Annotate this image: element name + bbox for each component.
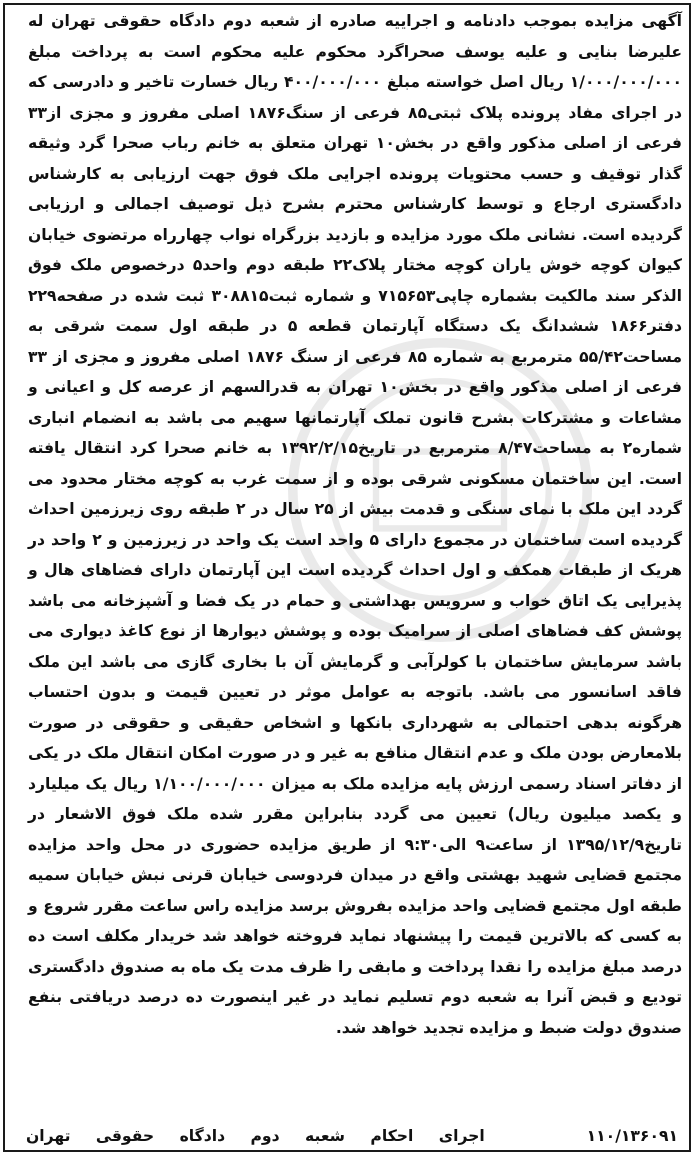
notice-footer (26, 1122, 678, 1150)
notice-body-text: آگهی مزایده بموجب دادنامه و اجراییه صادره از شعبه دوم دادگاه حقوقی تهران له علیرضا بنایی و علیه یوسف صحراگرد محکوم علیه محکوم است به پرداخت مبلغ ۱/۰۰۰/۰۰۰/۰۰۰ ریال اصل خواسته مبلغ ۴۰۰/۰۰۰/۰۰۰ ریال خسارت تاخیر و دادرسی که در اجرای مفاد پرونده پلاک ثبتی۸۵ فرعی از سنگ۱۸۷۶ اصلی مفروز و مجزی از۳۳ فرعی از اصلی مذکور واقع در بخش۱۰ تهران متعلق به خانم رباب صحرا گرد وثیقه گذار توقیف و حسب محتویات پرونده اجرایی ملک فوق جهت ارزیابی به کارشناس دادگستری ارجاع و توسط کارشناس محترم بشرح ذیل توصیف اجمالی و ارزیابی گردیده است. نشانی ملک مورد مزایده و بازدید بزرگراه نواب چهارراه مرتضوی خیابان کیوان کوچه خوش یاران کوچه مختار پلاک۲۲ طبقه دوم واحد۵ درخصوص ملک فوق الذکر سند مالکیت بشماره چاپی۷۱۵۶۵۳ و شماره ثبت۳۰۸۸۱۵ ثبت شده در صفحه۲۲۹ دفتر۱۸۶۶ ششدانگ یک دستگاه آپارتمان قطعه ۵ در طبقه اول سمت شرقی به مساحت۵۵/۴۲ مترمربع به شماره ۸۵ فرعی از سنگ ۱۸۷۶ اصلی مفروز و مجزی از ۳۳ فرعی از اصلی مذکور واقع در بخش۱۰ تهران به قدرالسهم از عرصه کل و اعیانی و مشاعات و مشترکات بشرح قانون تملک آپارتمانها سهیم می باشد به انضمام انباری شماره۲ به مساحت۸/۴۷ مترمربع در تاریخ۱۳۹۲/۲/۱۵ به خانم صحرا کرد انتقال یافته است. این ساختمان مسکونی شرقی بوده و از سمت غرب به کوچه مختار محدود می گردد این ملک با نمای سنگی و قدمت بیش از ۲۵ سال در ۲ طبقه روی زیرزمین احداث گردیده است ساختمان در مجموع دارای ۵ واحد است یک واحد در زیرزمین و ۲ واحد در هریک از طبقات همکف و اول احداث گردیده است این آپارتمان دارای فضاهای هال و پذیرایی یک اتاق خواب و سرویس بهداشتی و حمام در یک فضا و آشپزخانه می باشد پوشش کف فضاهای اصلی از سرامیک بوده و پوشش دیوارها از نوع کاغذ دیواری می باشد سرمایش ساختمان با کولرآبی و گرمایش آن با بخاری گازی می باشد این ملک فاقد اسانسور می باشد. باتوجه به عوامل موثر در تعیین قیمت و بدون احتساب هرگونه بدهی احتمالی به شهرداری بانکها و اشخاص حقیقی و حقوقی در صورت بلامعارض بودن ملک و عدم انتقال منافع به غیر و در صورت امکان انتقال ملک در یکی از دفاتر اسناد رسمی ارزش پایه مزایده ملک به میزان ۱/۱۰۰/۰۰۰/۰۰۰ ریال یک میلیارد و یکصد میلیون ریال) تعیین می گردد بنابراین مقرر شده ملک فوق الاشعار در تاریخ۱۳۹۵/۱۲/۹ از ساعت۹ الی۹:۳۰ از طریق مزایده حضوری در محل واحد مزایده مجتمع قضایی شهید بهشتی واقع در میدان فردوسی خیابان قرنی نبش خیابان سمیه طبقه اول مجتمع قضایی واحد مزایده بفروش برسد مزایده راس ساعت مقرر شروع و به کسی که بالاترین قیمت را پیشنهاد نماید فروخته خواهد شد خریدار مکلف است ده درصد مبلغ مزایده را نقدا پرداخت و مابقی را ظرف مدت یک ماه به صندوق دادگستری تودیع و قبض آنرا به شعبه دوم تسلیم نماید در غیر اینصورت ده درصد دریافتی بنفع صندوق دولت ضبط و مزایده تجدید خواهد شد. (28, 12, 683, 1037)
notice-body (28, 6, 682, 1043)
issuer-line: اجرای احکام شعبه دوم دادگاه حقوقی تهران (26, 1127, 485, 1145)
notice-code: ۱۱۰/۱۳۶۰۹۱ (586, 1127, 678, 1145)
